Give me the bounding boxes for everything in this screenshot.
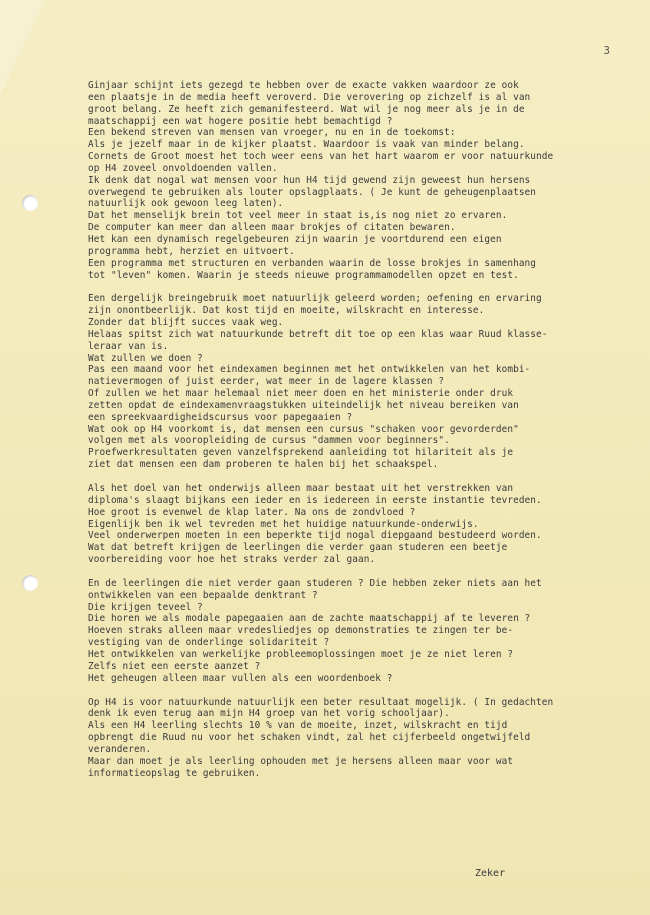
text-line: op H4 zoveel onvoldoenden vallen. xyxy=(88,162,278,174)
text-line: informatieopslag te gebruiken. xyxy=(88,767,261,779)
text-line: Cornets de Groot moest het toch weer eens van het hart waarom er voor natuurkunde xyxy=(88,151,554,163)
text-line: Het ontwikkelen van werkelijke probleemoplossingen moet je ze niet leren ? xyxy=(88,648,514,660)
text-line: leraar van is. xyxy=(88,340,169,352)
text-line: vestiging van de onderlinge solidariteit ? xyxy=(88,637,330,649)
text-line: Een bekend streven van mensen van vroeger, nu en in de toekomst: xyxy=(88,127,456,139)
text-line: Een programma met structuren en verbanden waarin de losse brokjes in samenhang xyxy=(88,257,537,269)
paragraph xyxy=(88,483,618,566)
text-line: En de leerlingen die niet verder gaan studeren ? Die hebben zeker niets aan het xyxy=(88,577,542,589)
text-line: Helaas spitst zich wat natuurkunde betreft dit toe op een klas waar Ruud klasse- xyxy=(88,328,548,340)
text-line: Hoe groot is evenwel de klap later. Na ons de zondvloed ? xyxy=(88,506,416,518)
folded-corner xyxy=(0,0,45,95)
text-line: diploma's slaagt bijkans een ieder en is iedereen in eerste instantie tevreden. xyxy=(88,494,542,506)
text-line: veranderen. xyxy=(88,743,152,755)
paragraph xyxy=(88,293,618,471)
text-line: Wat dat betreft krijgen de leerlingen die verder gaan studeren een beetje xyxy=(88,542,508,554)
paragraph xyxy=(88,578,618,685)
text-line: opbrengt die Ruud nu voor het schaken vindt, zal het cijferbeeld ongetwijfeld xyxy=(88,732,531,744)
text-line: volgen met als vooropleiding de cursus "dammen voor beginners". xyxy=(88,435,450,447)
text-line: zijn onontbeerlijk. Dat kost tijd en moeite, wilskracht en interesse. xyxy=(88,305,485,317)
paragraph xyxy=(88,697,618,780)
text-line: ontwikkelen van een bepaalde denktrant ? xyxy=(88,589,318,601)
text-line: een plaatsje in de media heeft veroverd. Die verovering op zichzelf is al van xyxy=(88,91,531,103)
text-line: Veel onderwerpen moeten in een beperkte tijd nogal diepgaand bestudeerd worden. xyxy=(88,530,542,542)
page-number: 3 xyxy=(603,44,610,57)
text-line: Of zullen we het maar helemaal niet meer doen en het ministerie onder druk xyxy=(88,388,514,400)
text-line: een spreekvaardigheidscursus voor papegaaien ? xyxy=(88,411,353,423)
text-line: Maar dan moet je als leerling ophouden met je hersens alleen maar voor wat xyxy=(88,755,514,767)
text-line: zetten opdat de eindexamenvraagstukken uiteindelijk het niveau bereiken van xyxy=(88,399,519,411)
text-line: tot "leven" komen. Waarin je steeds nieuwe programmamodellen opzet en test. xyxy=(88,269,519,281)
text-line: ziet dat mensen een dam proberen te halen bij het schaakspel. xyxy=(88,459,439,471)
text-line: Pas een maand voor het eindexamen beginnen met het ontwikkelen van het kombi- xyxy=(88,364,531,376)
text-line: Ginjaar schijnt iets gezegd te hebben over de exacte vakken waardoor ze ook xyxy=(88,80,519,91)
text-line: Zelfs niet een eerste aanzet ? xyxy=(88,660,261,672)
text-line: Proefwerkresultaten geven vanzelfsprekend aanleiding tot hilariteit als je xyxy=(88,447,514,459)
text-line: Hoeven straks alleen maar vredesliedjes op demonstraties te zingen ter be- xyxy=(88,625,514,637)
signature: Zeker xyxy=(475,868,506,879)
text-line: maatschappij een wat hogere positie hebt bemachtigd ? xyxy=(88,115,393,127)
text-line: Die krijgen teveel ? xyxy=(88,601,203,613)
text-line: Die horen we als modale papegaaien aan de zachte maatschappij af te leveren ? xyxy=(88,613,531,625)
punch-hole-top xyxy=(22,195,38,211)
text-line: Zonder dat blijft succes vaak weg. xyxy=(88,317,284,329)
text-line: Een dergelijk breingebruik moet natuurlijk geleerd worden; oefening en ervaring xyxy=(88,293,542,305)
text-line: De computer kan meer dan alleen maar brokjes of citaten bewaren. xyxy=(88,222,456,234)
text-line: programma hebt, herziet en uitvoert. xyxy=(88,245,295,257)
text-line: Als je jezelf maar in de kijker plaatst. Waardoor is vaak van minder belang. xyxy=(88,139,525,151)
text-line: natievermogen of juist eerder, wat meer in de lagere klassen ? xyxy=(88,376,445,388)
text-line: Als het doel van het onderwijs alleen maar bestaat uit het verstrekken van xyxy=(88,483,514,494)
text-line: Het kan een dynamisch regelgebeuren zijn waarin je voortdurend een eigen xyxy=(88,233,502,245)
text-line: Wat ook op H4 voorkomt is, dat mensen een cursus "schaken voor gevorderden" xyxy=(88,423,519,435)
text-line: Het geheugen alleen maar vullen als een woordenboek ? xyxy=(88,672,393,684)
text-line: Als een H4 leerling slechts 10 % van de moeite, inzet, wilskracht en tijd xyxy=(88,720,508,732)
punch-hole-bottom xyxy=(22,575,38,591)
text-line: groot belang. Ze heeft zich gemanifesteerd. Wat wil je nog meer als je in de xyxy=(88,103,525,115)
text-line: denk ik even terug aan mijn H4 groep van het vorig schooljaar). xyxy=(88,708,450,720)
text-line: Ik denk dat nogal wat mensen voor hun H4 tijd gewend zijn geweest hun hersens xyxy=(88,174,531,186)
paragraph xyxy=(88,80,618,281)
text-line: Eigenlijk ben ik wel tevreden met het huidige natuurkunde-onderwijs. xyxy=(88,518,479,530)
text-line: overwegend te gebruiken als louter opslagplaats. ( Je kunt de geheugenplaatsen xyxy=(88,186,537,198)
text-line: voorbereiding voor hoe het straks verder zal gaan. xyxy=(88,554,376,566)
document-body xyxy=(88,80,618,791)
text-line: Wat zullen we doen ? xyxy=(88,352,203,364)
text-line: natuurlijk ook gewoon leeg laten). xyxy=(88,198,284,210)
text-line: Dat het menselijk brein tot veel meer in staat is,is nog niet zo ervaren. xyxy=(88,210,508,222)
text-line: Op H4 is voor natuurkunde natuurlijk een beter resultaat mogelijk. ( In gedachten xyxy=(88,696,554,708)
